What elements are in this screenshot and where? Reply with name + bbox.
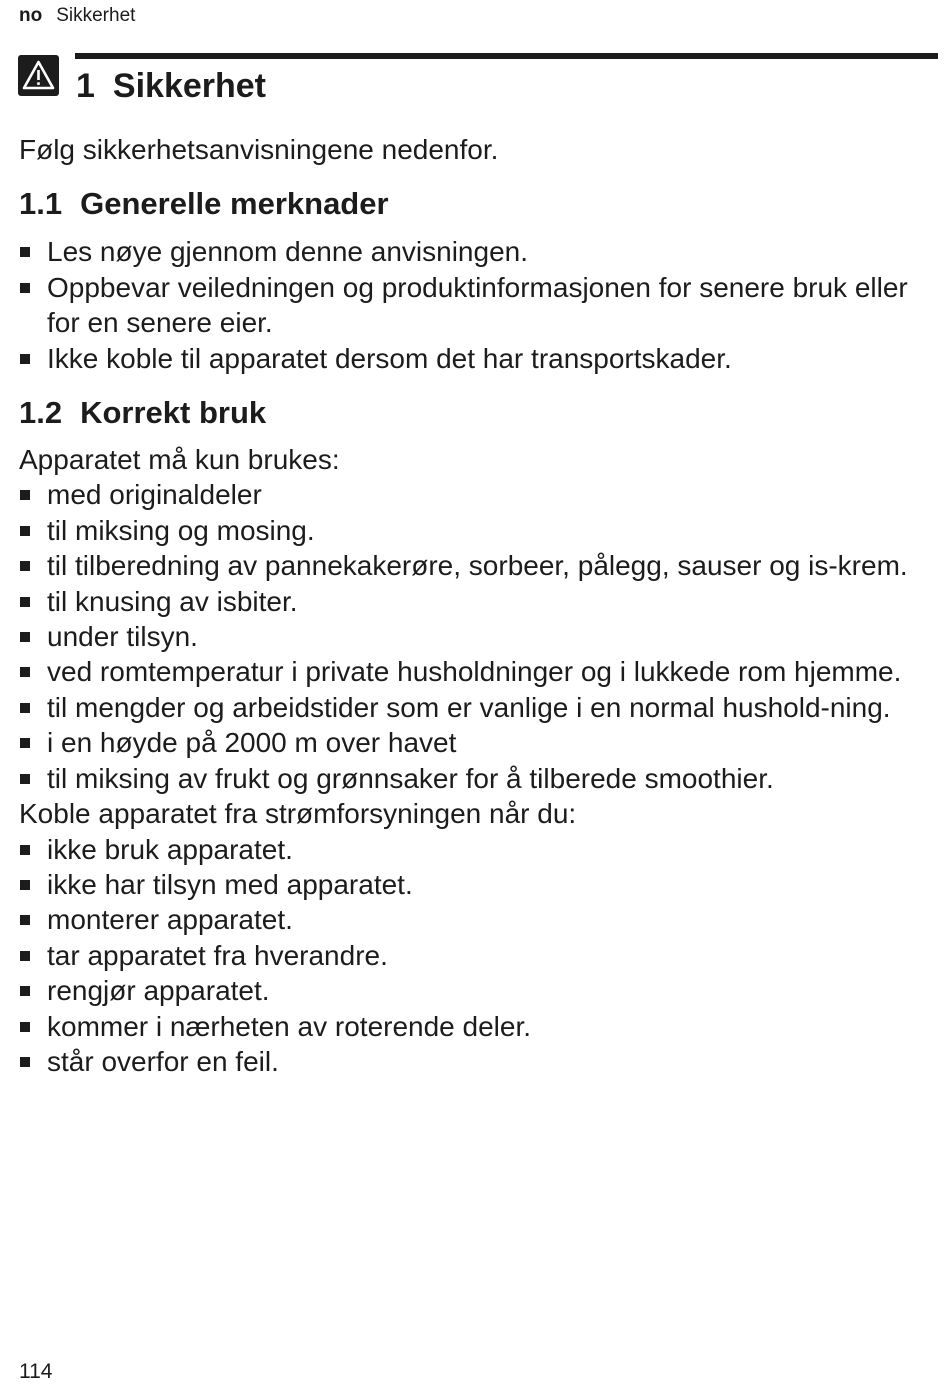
list-item: Oppbevar veiledningen og produktinformasjonen for senere bruk eller for en senere eier.: [19, 270, 939, 341]
list-item: ved romtemperatur i private husholdninger og i lukkede rom hjemme.: [19, 654, 939, 689]
list-item: Ikke koble til apparatet dersom det har transportskader.: [19, 341, 939, 376]
list-item: til mengder og arbeidstider som er vanlige i en normal hushold-ning.: [19, 690, 939, 725]
main-content: [19, 132, 939, 1079]
section-number: 1.1: [19, 186, 63, 222]
list-item: Les nøye gjennom denne anvisningen.: [19, 234, 939, 269]
proper-use-lead: Apparatet må kun brukes:: [19, 444, 340, 476]
list-item: til knusing av isbiter.: [19, 584, 939, 619]
general-notes-list: [19, 234, 939, 376]
list-item: til miksing og mosing.: [19, 513, 939, 548]
chapter-number: 1: [76, 67, 95, 105]
section-heading-general: [19, 185, 939, 223]
section-title: Korrekt bruk: [80, 395, 267, 431]
list-item: under tilsyn.: [19, 619, 939, 654]
list-item: kommer i nærheten av roterende deler.: [19, 1009, 939, 1044]
list-item: i en høyde på 2000 m over havet: [19, 725, 939, 760]
disconnect-list: [19, 832, 939, 1080]
list-item: ikke bruk apparatet.: [19, 832, 939, 867]
chapter-intro: Følg sikkerhetsanvisningene nedenfor.: [19, 134, 499, 165]
section-heading-proper-use: [19, 394, 939, 432]
section-number: 1.2: [19, 395, 63, 431]
section-title: Generelle merknader: [80, 186, 389, 222]
header-section-name: Sikkerhet: [56, 5, 136, 26]
page-number: 114: [19, 1360, 53, 1383]
list-item: ikke har tilsyn med apparatet.: [19, 867, 939, 902]
disconnect-lead: Koble apparatet fra strømforsyningen når du:: [19, 798, 577, 830]
list-item: tar apparatet fra hverandre.: [19, 938, 939, 973]
warning-triangle-icon: [18, 55, 59, 96]
list-item: til tilberedning av pannekakerøre, sorbeer, pålegg, sauser og is-krem.: [19, 548, 939, 583]
list-item: med originaldeler: [19, 477, 939, 512]
proper-use-list: [19, 477, 939, 796]
list-item: monterer apparatet.: [19, 902, 939, 937]
chapter-title-text: Sikkerhet: [112, 67, 267, 105]
list-item: står overfor en feil.: [19, 1044, 939, 1079]
language-code: no: [19, 5, 43, 26]
list-item: til miksing av frukt og grønnsaker for å tilberede smoothier.: [19, 761, 939, 796]
running-header: [19, 4, 135, 28]
list-item: rengjør apparatet.: [19, 973, 939, 1008]
chapter-title: [76, 66, 266, 106]
chapter-rule: [75, 53, 938, 59]
